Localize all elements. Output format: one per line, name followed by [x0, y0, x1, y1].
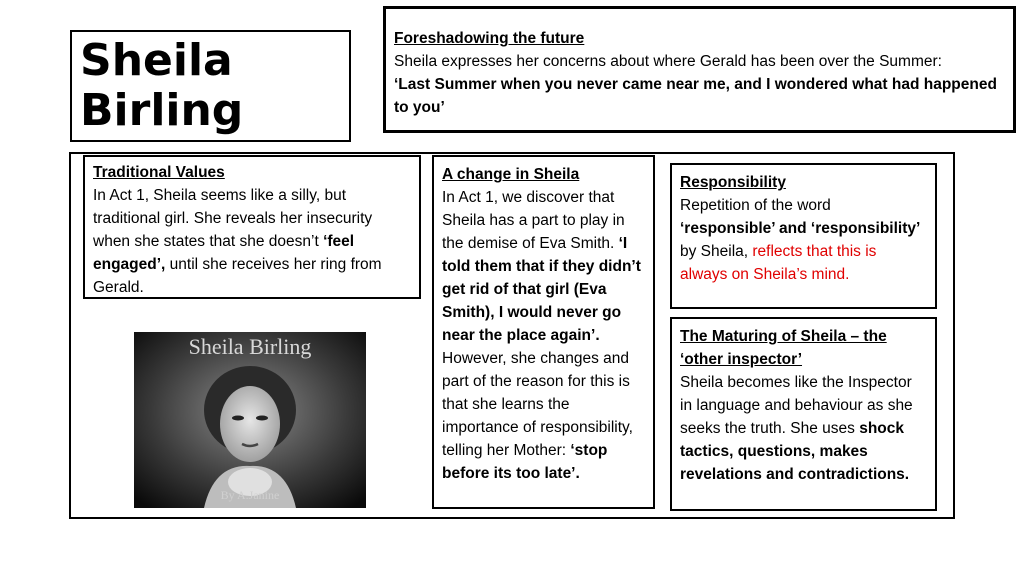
- change-text-2: However, she changes and part of the reason for this is that she learns the importance of responsibility, telling her Mother:: [442, 350, 633, 459]
- foreshadowing-heading: Foreshadowing the future: [394, 30, 585, 47]
- foreshadowing-text: Sheila expresses her concerns about where Gerald has been over the Summer:: [394, 53, 942, 70]
- sheila-portrait-image: [134, 332, 366, 508]
- page-title: Sheila Birling: [80, 35, 244, 136]
- change-text-1: In Act 1, we discover that Sheila has a part to play in the demise of Eva Smith.: [442, 189, 625, 252]
- change-heading: A change in Sheila: [442, 166, 580, 183]
- change-in-sheila-box: [432, 155, 655, 509]
- maturing-box: [670, 317, 937, 511]
- responsibility-heading: Responsibility: [680, 174, 786, 191]
- traditional-values-box: [83, 155, 421, 299]
- change-quote-2: ‘stop before its too late’.: [442, 442, 608, 482]
- portrait-caption-bottom: By A.Janine: [220, 488, 280, 502]
- maturing-heading: The Maturing of Sheila – the ‘other inspector’: [680, 328, 887, 368]
- responsibility-quote: ‘responsible’ and ‘responsibility’: [680, 220, 921, 237]
- portrait-illustration: [134, 332, 366, 508]
- traditional-text-2: until she receives her ring from Gerald.: [93, 256, 382, 296]
- change-quote-1: ‘I told them that if they didn’t get rid of that girl (Eva Smith), I would never go near the place again’.: [442, 235, 641, 344]
- foreshadowing-box: [383, 6, 1016, 133]
- traditional-quote: ‘feel engaged’,: [93, 233, 355, 273]
- responsibility-text-2: by Sheila,: [680, 243, 753, 260]
- maturing-text-1: Sheila becomes like the Inspector in language and behaviour as she seeks the truth. She uses: [680, 374, 913, 437]
- title-box: [70, 30, 351, 142]
- traditional-heading: Traditional Values: [93, 164, 225, 181]
- maturing-bold-text: shock tactics, questions, makes revelations and contradictions.: [680, 420, 910, 483]
- traditional-text-1: In Act 1, Sheila seems like a silly, but traditional girl. She reveals her insecurity when she states that she doesn’t: [93, 187, 373, 250]
- responsibility-text-1: Repetition of the word: [680, 197, 831, 214]
- responsibility-red-text: reflects that this is always on Sheila’s mind.: [680, 243, 877, 283]
- portrait-caption-top: Sheila Birling: [188, 334, 312, 359]
- foreshadowing-quote: ‘Last Summer when you never came near me, and I wondered what had happened to you’: [394, 76, 997, 116]
- responsibility-box: [670, 163, 937, 309]
